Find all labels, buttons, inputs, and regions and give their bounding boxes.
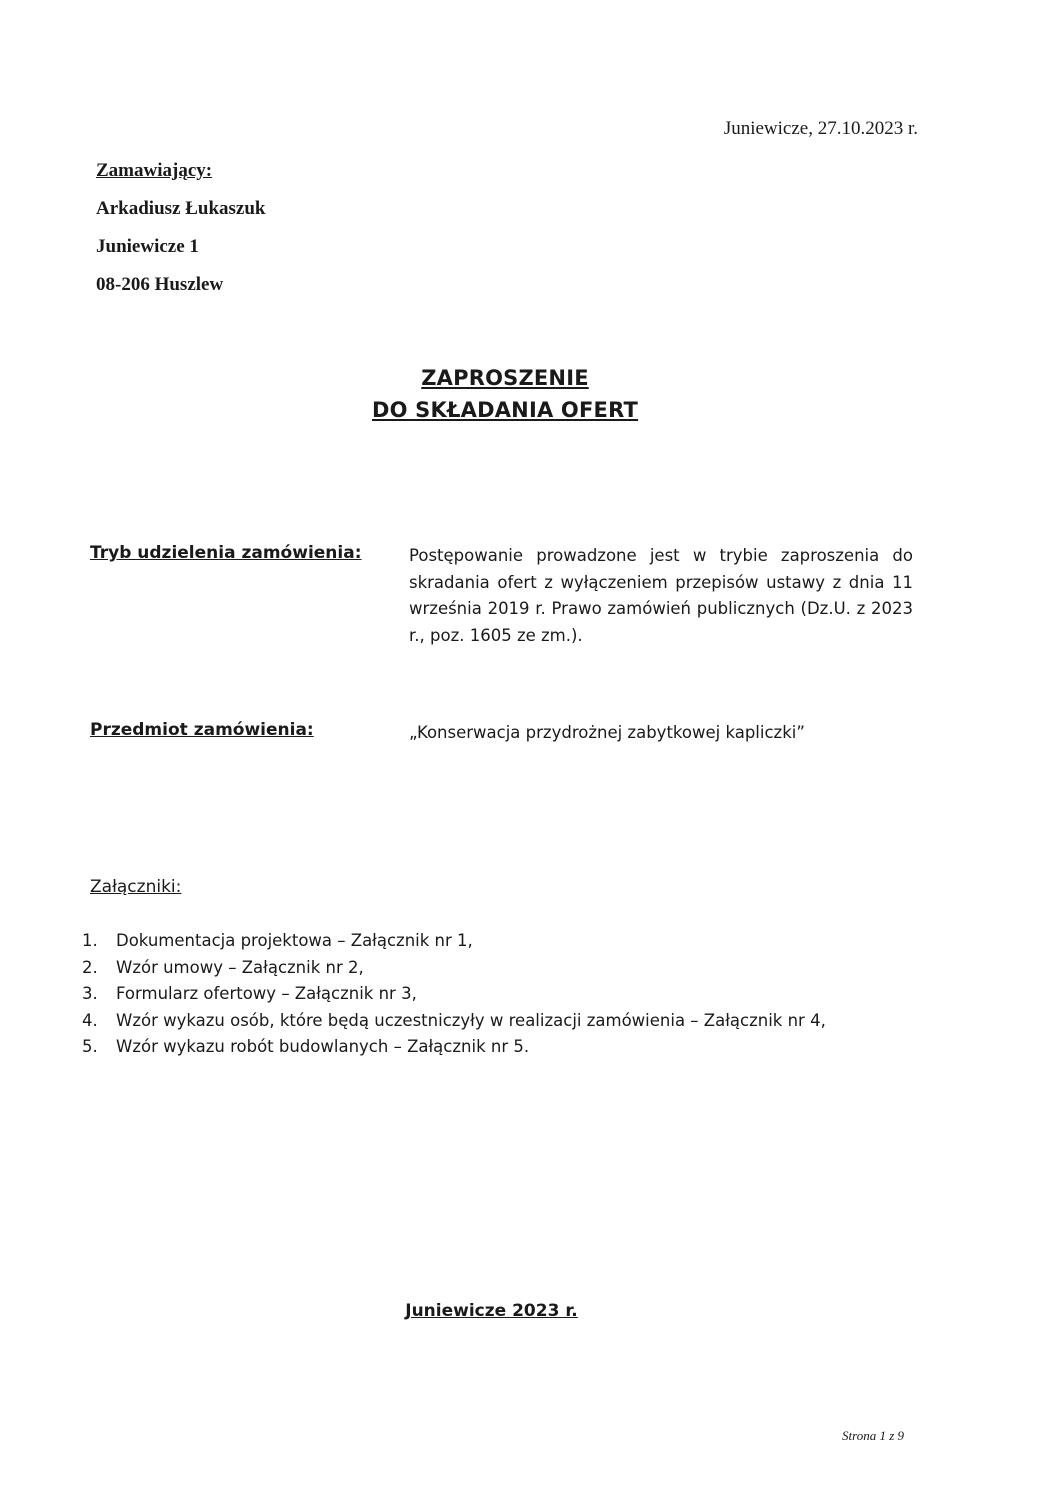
orderer-name: Arkadiusz Łukaszuk — [96, 198, 266, 219]
list-item-text: Wzór wykazu osób, które będą uczestniczyły w realizacji zamówienia – Załącznik nr 4, — [116, 1010, 826, 1030]
list-item-number: 4. — [82, 1010, 98, 1030]
procedure-text: Postępowanie prowadzone jest w trybie zaproszenia do skradania ofert z wyłączeniem przepisów ustawy z dnia 11 września 2019 r. Prawo zamówień publicznych (Dz.U. z 2023 r., poz. 1605 ze zm.). — [409, 546, 913, 645]
list-item-text: Wzór umowy – Załącznik nr 2, — [116, 957, 364, 977]
attachments-heading: Załączniki: — [90, 877, 182, 897]
footer-place-date: Juniewicze 2023 r. — [405, 1301, 578, 1321]
list-item — [82, 955, 826, 982]
orderer-address-line1: Juniewicze 1 — [96, 236, 199, 257]
list-item-number: 1. — [82, 931, 98, 950]
list-item-number: 2. — [82, 957, 98, 977]
list-item-number: 5. — [82, 1037, 98, 1056]
orderer-heading: Zamawiający: — [96, 160, 213, 181]
document-date: Juniewicze, 27.10.2023 r. — [723, 118, 918, 139]
list-item — [82, 1034, 826, 1061]
orderer-block — [96, 152, 265, 304]
procedure-label: Tryb udzielenia zamówienia: — [90, 543, 362, 563]
list-item-text: Wzór wykazu robót budowlanych – Załącznik nr 5. — [116, 1037, 530, 1056]
subject-label: Przedmiot zamówienia: — [90, 720, 314, 740]
list-item-text: Dokumentacja projektowa – Załącznik nr 1, — [116, 931, 473, 950]
list-item — [82, 981, 826, 1008]
list-item — [82, 1008, 826, 1035]
list-item-number: 3. — [82, 984, 98, 1003]
attachments-list — [82, 928, 826, 1061]
page-number: Strona 1 z 9 — [842, 1428, 904, 1443]
document-title-line2: DO SKŁADANIA OFERT — [371, 398, 639, 422]
orderer-address-line2: 08-206 Huszlew — [96, 274, 224, 295]
list-item-text: Formularz ofertowy – Załącznik nr 3, — [116, 984, 417, 1003]
document-title-line1: ZAPROSZENIE — [421, 366, 589, 390]
subject-text: „Konserwacja przydrożnej zabytkowej kapliczki” — [409, 723, 805, 742]
list-item — [82, 928, 826, 955]
